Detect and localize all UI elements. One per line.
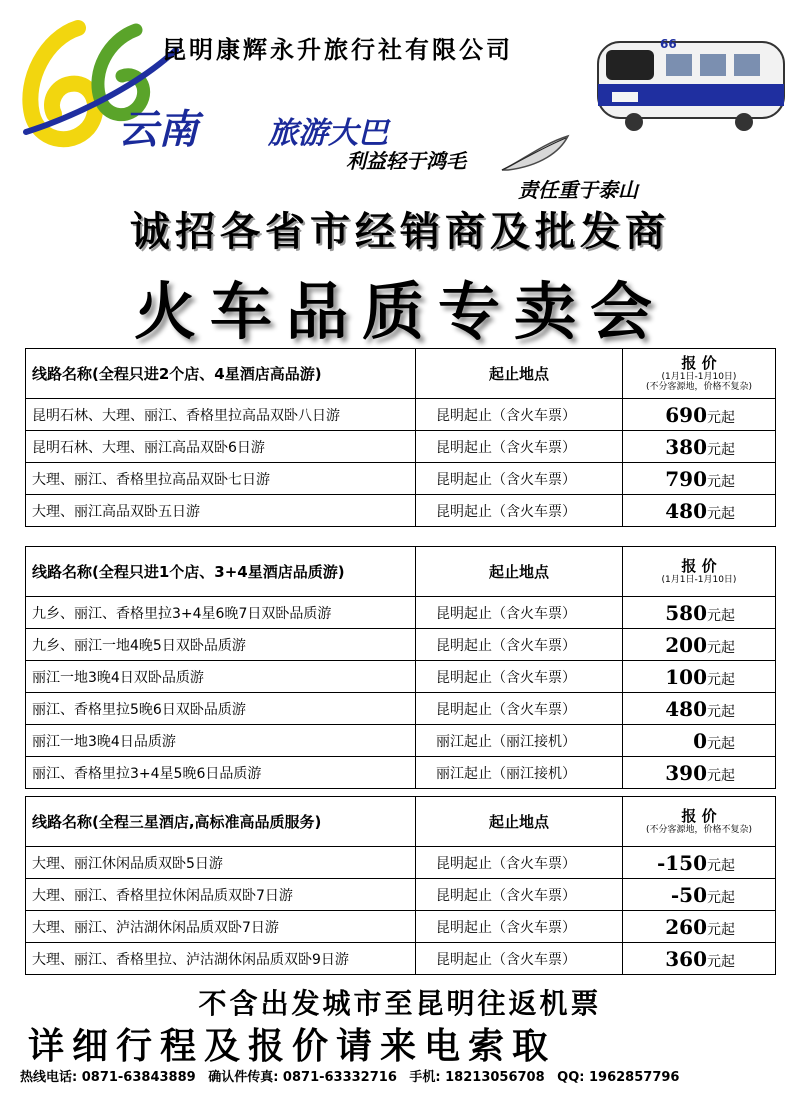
route-place: 昆明起止（含火车票） — [416, 463, 623, 495]
price-value: 390 — [665, 760, 707, 785]
fair-headline: 火车品质专卖会 — [133, 275, 666, 348]
price-value: 380 — [665, 434, 707, 459]
table-header-row — [26, 797, 776, 847]
route-price — [623, 661, 776, 693]
route-name: 昆明石林、大理、丽江高品双卧6日游 — [26, 431, 416, 463]
route-place: 丽江起止（丽江接机） — [416, 725, 623, 757]
price-note: (不分客源地，价格不复杂) — [645, 382, 753, 393]
route-name: 大理、丽江高品双卧五日游 — [26, 495, 416, 527]
qq-number: QQ: 1962857796 — [557, 1070, 680, 1085]
price-suffix: 元起 — [707, 671, 735, 688]
price-suffix: 元起 — [707, 639, 735, 656]
price-value: 260 — [665, 914, 707, 939]
table-row — [26, 757, 776, 789]
route-price — [623, 597, 776, 629]
route-name: 丽江、香格里拉5晚6日双卧品质游 — [26, 693, 416, 725]
route-price — [623, 911, 776, 943]
route-name: 大理、丽江、香格里拉高品双卧七日游 — [26, 463, 416, 495]
price-title: 报 价 — [681, 556, 717, 575]
footer-notice: 不含出发城市至昆明往返机票 — [198, 987, 602, 1020]
route-price — [623, 431, 776, 463]
price-value: 690 — [665, 402, 707, 427]
table-row — [26, 661, 776, 693]
route-place: 昆明起止（含火车票） — [416, 399, 623, 431]
route-place: 丽江起止（丽江接机） — [416, 757, 623, 789]
column-header-place: 起止地点 — [416, 547, 623, 597]
table-row — [26, 725, 776, 757]
mobile-number: 手机: 18213056708 — [409, 1070, 545, 1085]
route-name: 九乡、丽江一地4晚5日双卧品质游 — [26, 629, 416, 661]
table-row — [26, 629, 776, 661]
price-suffix: 元起 — [707, 857, 735, 874]
price-value: -150 — [656, 850, 707, 875]
route-name: 丽江一地3晚4日双卧品质游 — [26, 661, 416, 693]
price-value: 480 — [665, 498, 707, 523]
bus-title: 旅游大巴 — [268, 116, 388, 151]
route-name: 丽江、香格里拉3+4星5晚6日品质游 — [26, 757, 416, 789]
column-header-price — [623, 547, 776, 597]
price-value: -50 — [670, 882, 707, 907]
price-value: 360 — [665, 946, 707, 971]
column-header-route: 线路名称(全程只进2个店、4星酒店高品游) — [26, 349, 416, 399]
price-suffix: 元起 — [707, 703, 735, 720]
route-place: 昆明起止（含火车票） — [416, 597, 623, 629]
route-place: 昆明起止（含火车票） — [416, 879, 623, 911]
slogan-heavy: 责任重于泰山 — [518, 178, 638, 202]
price-date: (1月1日-1月10日) — [661, 574, 737, 585]
footer-call-to-action: 详细行程及报价请来电索取 — [28, 1025, 557, 1067]
train-image — [594, 18, 790, 138]
route-price — [623, 693, 776, 725]
price-title: 报 价 — [681, 806, 717, 825]
route-name: 大理、丽江、香格里拉休闲品质双卧7日游 — [26, 879, 416, 911]
table-row — [26, 847, 776, 879]
price-suffix: 元起 — [707, 735, 735, 752]
train-badge: 66 — [660, 37, 677, 51]
contact-line — [20, 1066, 687, 1085]
price-suffix: 元起 — [707, 505, 735, 522]
route-place: 昆明起止（含火车票） — [416, 629, 623, 661]
column-header-price — [623, 797, 776, 847]
price-suffix: 元起 — [707, 473, 735, 490]
price-note: (不分客源地，价格不复杂) — [645, 824, 753, 835]
table-row — [26, 431, 776, 463]
route-name: 大理、丽江、泸沽湖休闲品质双卧7日游 — [26, 911, 416, 943]
column-header-place: 起止地点 — [416, 797, 623, 847]
price-value: 100 — [665, 664, 707, 689]
price-suffix: 元起 — [707, 767, 735, 784]
route-place: 昆明起止（含火车票） — [416, 495, 623, 527]
recruit-headline: 诚招各省市经销商及批发商 — [130, 209, 670, 255]
hotline-number: 热线电话: 0871-63843889 — [20, 1070, 196, 1085]
column-header-place: 起止地点 — [416, 349, 623, 399]
route-price — [623, 943, 776, 975]
price-suffix: 元起 — [707, 889, 735, 906]
table-row — [26, 399, 776, 431]
route-price — [623, 399, 776, 431]
price-suffix: 元起 — [707, 953, 735, 970]
route-price — [623, 495, 776, 527]
table-header-row — [26, 547, 776, 597]
price-table-2 — [25, 546, 776, 789]
column-header-route: 线路名称(全程三星酒店,高标准高品质服务) — [26, 797, 416, 847]
route-name: 昆明石林、大理、丽江、香格里拉高品双卧八日游 — [26, 399, 416, 431]
price-date: (1月1日-1月10日) — [661, 371, 737, 382]
price-value: 580 — [665, 600, 707, 625]
fax-number: 确认件传真: 0871-63332716 — [208, 1070, 397, 1085]
route-name: 丽江一地3晚4日品质游 — [26, 725, 416, 757]
table-row — [26, 597, 776, 629]
table-row — [26, 911, 776, 943]
route-price — [623, 629, 776, 661]
route-price — [623, 463, 776, 495]
route-price — [623, 879, 776, 911]
route-place: 昆明起止（含火车票） — [416, 693, 623, 725]
table-row — [26, 879, 776, 911]
column-header-price — [623, 349, 776, 399]
price-table-1 — [25, 348, 776, 527]
route-name: 大理、丽江、香格里拉、泸沽湖休闲品质双卧9日游 — [26, 943, 416, 975]
route-price — [623, 757, 776, 789]
route-place: 昆明起止（含火车票） — [416, 911, 623, 943]
price-value: 200 — [665, 632, 707, 657]
price-value: 0 — [693, 728, 707, 753]
route-price — [623, 725, 776, 757]
price-table-3 — [25, 796, 776, 975]
slogan-light: 利益轻于鸿毛 — [346, 149, 466, 173]
table-header-row — [26, 349, 776, 399]
price-title: 报 价 — [681, 353, 717, 372]
table-row — [26, 693, 776, 725]
route-place: 昆明起止（含火车票） — [416, 661, 623, 693]
column-header-route: 线路名称(全程只进1个店、3+4星酒店品质游) — [26, 547, 416, 597]
company-name: 昆明康辉永升旅行社有限公司 — [162, 36, 513, 64]
table-row — [26, 943, 776, 975]
price-suffix: 元起 — [707, 409, 735, 426]
route-name: 大理、丽江休闲品质双卧5日游 — [26, 847, 416, 879]
route-name: 九乡、丽江、香格里拉3+4星6晚7日双卧品质游 — [26, 597, 416, 629]
feather-icon — [498, 132, 570, 174]
table-row — [26, 463, 776, 495]
price-suffix: 元起 — [707, 441, 735, 458]
route-place: 昆明起止（含火车票） — [416, 943, 623, 975]
route-place: 昆明起止（含火车票） — [416, 847, 623, 879]
price-suffix: 元起 — [707, 921, 735, 938]
table-row — [26, 495, 776, 527]
yunnan-title: 云南 — [118, 107, 198, 153]
route-price — [623, 847, 776, 879]
price-value: 480 — [665, 696, 707, 721]
route-place: 昆明起止（含火车票） — [416, 431, 623, 463]
price-value: 790 — [665, 466, 707, 491]
price-suffix: 元起 — [707, 607, 735, 624]
